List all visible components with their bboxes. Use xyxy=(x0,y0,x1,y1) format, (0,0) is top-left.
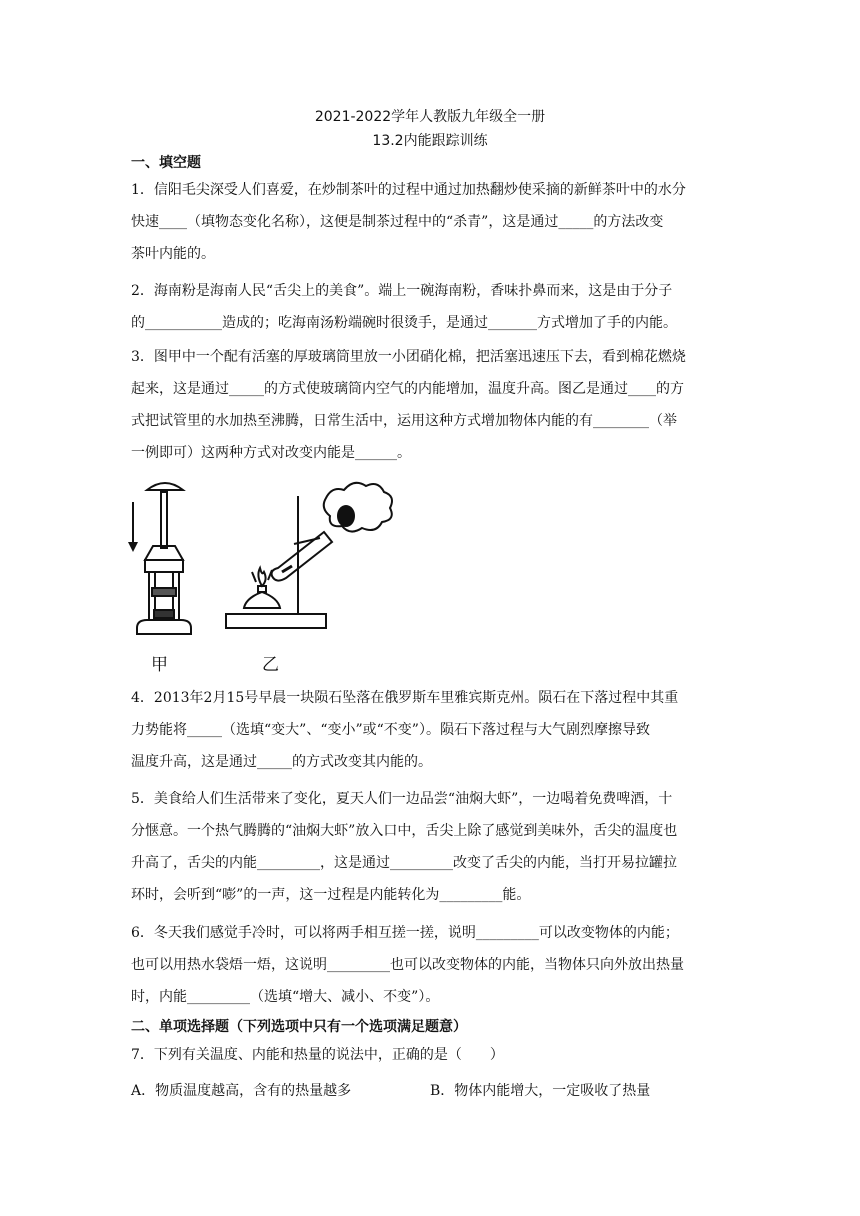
question-4-line: 温度升高，这是通过_____的方式改变其内能的。 xyxy=(131,754,432,770)
question-3-line: 起来，这是通过_____的方式使玻璃筒内空气的内能增加，温度升高。图乙是通过____的方 xyxy=(131,381,684,397)
question-4-line: 4．2013年2月15号早晨一块陨石坠落在俄罗斯车里雅宾斯克州。陨石在下落过程中其重 xyxy=(131,690,679,706)
question-3-line: 式把试管里的水加热至沸腾，日常生活中，运用这种方式增加物体内能的有________（举 xyxy=(131,413,677,429)
question-5-line: 升高了，舌尖的内能_________，这是通过_________改变了舌尖的内能，当打开易拉罐拉 xyxy=(131,855,677,871)
question-4 xyxy=(131,682,731,778)
section-fill-blank: 一、填空题 xyxy=(131,155,201,171)
question-1 xyxy=(131,174,731,270)
question-1-line: 1．信阳毛尖深受人们喜爱，在炒制茶叶的过程中通过加热翻炒使采摘的新鲜茶叶中的水分 xyxy=(131,182,686,198)
document-title: 2021-2022学年人教版九年级全一册 xyxy=(314,109,546,125)
question-5-line: 分惬意。一个热气腾腾的“油焖大虾”放入口中，舌尖上除了感觉到美味外，舌尖的温度也 xyxy=(131,823,678,839)
question-1-line: 快速____（填物态变化名称），这便是制茶过程中的“杀青”，这是通过_____的方法改变 xyxy=(131,214,664,230)
question-5-line: 环时，会听到“嘭”的一声，这一过程是内能转化为_________能。 xyxy=(131,887,531,903)
question-2-line: 2．海南粉是海南人民“舌尖上的美食”。端上一碗海南粉，香味扑鼻而来，这是由于分子 xyxy=(131,283,673,299)
question-1-line: 茶叶内能的。 xyxy=(131,246,215,262)
question-7-stem: 7．下列有关温度、内能和热量的说法中，正确的是（ ） xyxy=(131,1047,504,1063)
figure-label-yi: 乙 xyxy=(262,655,279,675)
section-single-choice: 二、单项选择题（下列选项中只有一个选项满足题意） xyxy=(131,1019,467,1035)
question-3-line: 一例即可）这两种方式对改变内能是______。 xyxy=(131,445,411,461)
question-3-line: 3．图甲中一个配有活塞的厚玻璃筒里放一小团硝化棉，把活塞迅速压下去，看到棉花燃烧 xyxy=(131,349,686,365)
question-5 xyxy=(131,783,731,911)
question-7-option-a: A．物质温度越高，含有的热量越多 xyxy=(131,1083,352,1099)
figure-piston-cylinder xyxy=(125,476,195,646)
question-6-line: 6．冬天我们感觉手冷时，可以将两手相互搓一搓，说明_________可以改变物体的内能； xyxy=(131,925,679,941)
question-7 xyxy=(131,1039,731,1071)
document-subtitle: 13.2内能跟踪训练 xyxy=(372,133,488,149)
question-7-option-b: B．物体内能增大，一定吸收了热量 xyxy=(430,1083,651,1099)
question-6 xyxy=(131,917,731,1013)
figure-label-jia: 甲 xyxy=(151,655,168,675)
question-2-line: 的___________造成的；吃海南汤粉端碗时很烫手，是通过_______方式增加了手的内能。 xyxy=(131,315,677,331)
question-6-line: 时，内能_________（选填“增大、减小、不变”）。 xyxy=(131,989,440,1005)
question-2 xyxy=(131,275,731,339)
question-5-line: 5．美食给人们生活带来了变化，夏天人们一边品尝“油焖大虾”，一边喝着免费啤酒，十 xyxy=(131,791,673,807)
question-4-line: 力势能将_____（选填“变大”、“变小”或“不变”）。陨石下落过程与大气剧烈摩擦导致 xyxy=(131,722,650,738)
question-6-line: 也可以用热水袋焐一焐，这说明_________也可以改变物体的内能，当物体只向外放出热量 xyxy=(131,957,684,973)
figure-test-tube-heating xyxy=(222,476,402,646)
question-3 xyxy=(131,341,731,469)
